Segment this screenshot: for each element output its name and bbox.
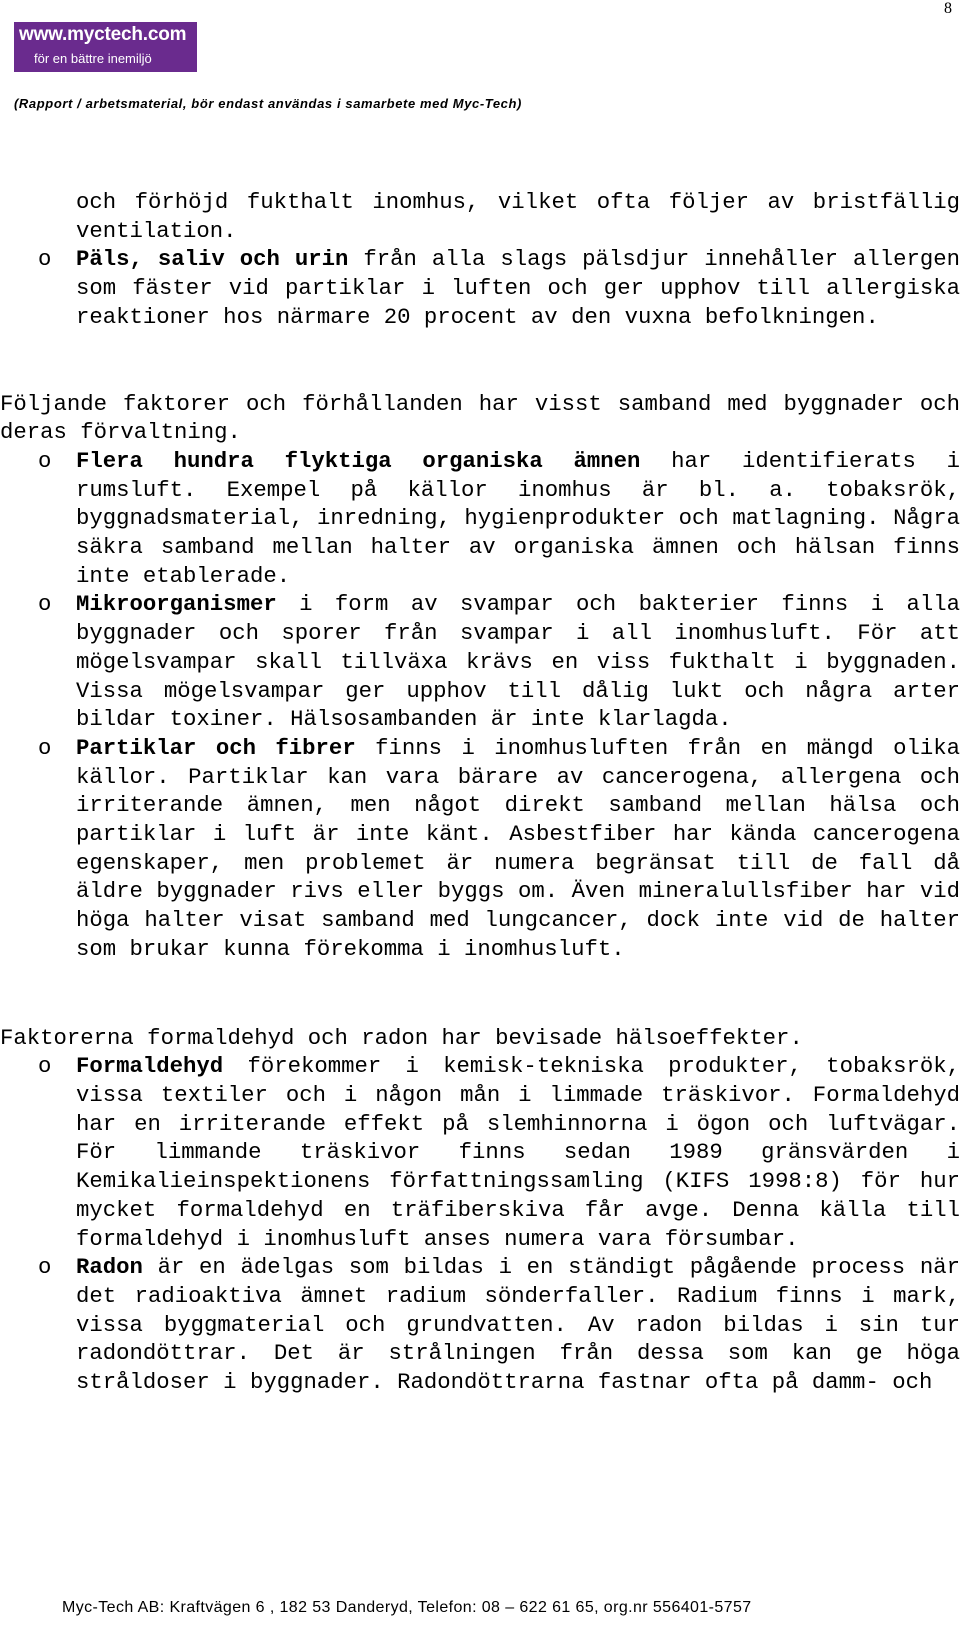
bullet-particles-fibers: [0, 734, 960, 964]
bullet-text: förekommer i kemisk-tekniska produkter, tobaksrök, vissa textiler och i någon mån i limmade träskivor. Formaldehyd har en irriterande effekt på slemhinnorna i ögon och luftvägar. För limmande träskivor finns sedan 1989 gränsvärden i Kemikalieinspektionens författningssamling (KIFS 1998:8) för hur mycket formaldehyd en träfiberskiva får avge. Denna källa till formaldehyd i inomhusluft anses numera vara försumbar.: [76, 1053, 960, 1252]
bullet-microorganisms: [0, 590, 960, 734]
bullet-organic-compounds: [0, 447, 960, 591]
bullet-pals: [0, 245, 960, 331]
bullet-text: från alla slags pälsdjur innehåller allergen som fäster vid partiklar i luften och ger upphov till allergiska reaktioner hos närmare 20 procent av den vuxna befolkningen.: [76, 246, 960, 330]
bullet-text: finns i inomhusluften från en mängd olika källor. Partiklar kan vara bärare av cancerogena, allergena och irriterande ämnen, men något direkt samband mellan hälsa och partiklar i luft är inte känt. Asbestfiber har kända cancerogena egenskaper, men problemet är numera begränsat till de fall då äldre byggnader rivs eller byggs om. Även mineralullsfiber har vid höga halter visat samband med lungcancer, dock inte vid de halter som brukar kunna förekomma i inomhusluft.: [76, 734, 960, 962]
section-intro-building-factors: Följande faktorer och förhållanden har visst samband med byggnader och deras förvaltning.: [0, 390, 960, 446]
logo-tagline: för en bättre inemiljö: [34, 51, 152, 66]
bullet-formaldehyde: [0, 1052, 960, 1253]
bullet-marker: o: [38, 246, 52, 273]
document-body: [0, 188, 960, 1397]
bullet-text: har identifierats i rumsluft. Exempel på källor inomhus är bl. a. tobaksrök, byggnadsmaterial, inredning, hygienprodukter och matlagning. Några säkra samband mellan halter av organiska ämnen och hälsan finns inte etablerade.: [76, 447, 960, 589]
bullet-text: är en ädelgas som bildas i en ständigt pågående process när det radioaktiva ämnet radium sönderfaller. Radium finns i mark, vissa byggmaterial och grundvatten. Av radon bildas i sin tur radondöttrar. Det är strålningen från dessa som kan ge höga stråldoser i byggnader. Radondöttrarna fastnar ofta på damm- och: [76, 1254, 960, 1396]
bullet-marker: o: [38, 1254, 52, 1281]
continuation-text: och förhöjd fukthalt inomhus, vilket ofta följer av bristfällig ventilation.: [76, 189, 960, 244]
bullet-radon: [0, 1253, 960, 1397]
section-intro-health-effects: Faktorerna formaldehyd och radon har bevisade hälsoeffekter.: [0, 1024, 803, 1051]
report-note: (Rapport / arbetsmaterial, bör endast användas i samarbete med Myc-Tech): [14, 96, 522, 111]
bullet-term: Radon: [76, 1254, 143, 1281]
logo-url: www.myctech.com: [19, 24, 187, 45]
bullet-term: Flera hundra flyktiga organiska ämnen: [76, 447, 641, 474]
bullet-text: i form av svampar och bakterier finns i alla byggnader och sporer från svampar i all inomhusluft. För att mögelsvampar skall tillväxa krävs en viss fukthalt i byggnaden. Vissa mögelsvampar ger upphov till dålig lukt och några arter bildar toxiner. Hälsosambanden är inte klarlagda.: [76, 591, 960, 733]
company-logo: [14, 22, 197, 72]
bullet-marker: o: [38, 447, 52, 474]
continuation-paragraph: [0, 188, 960, 245]
page-number: 8: [944, 0, 952, 17]
footer-company-info: Myc-Tech AB: Kraftvägen 6 , 182 53 Danderyd, Telefon: 08 – 622 61 65, org.nr 556401-5757: [62, 1599, 752, 1616]
bullet-term: Mikroorganismer: [76, 591, 277, 618]
bullet-term: Partiklar och fibrer: [76, 734, 356, 761]
bullet-marker: o: [38, 1053, 52, 1080]
bullet-term: Formaldehyd: [76, 1053, 224, 1080]
bullet-marker: o: [38, 734, 52, 761]
bullet-marker: o: [38, 591, 52, 618]
bullet-term: Päls, saliv och urin: [76, 246, 349, 273]
